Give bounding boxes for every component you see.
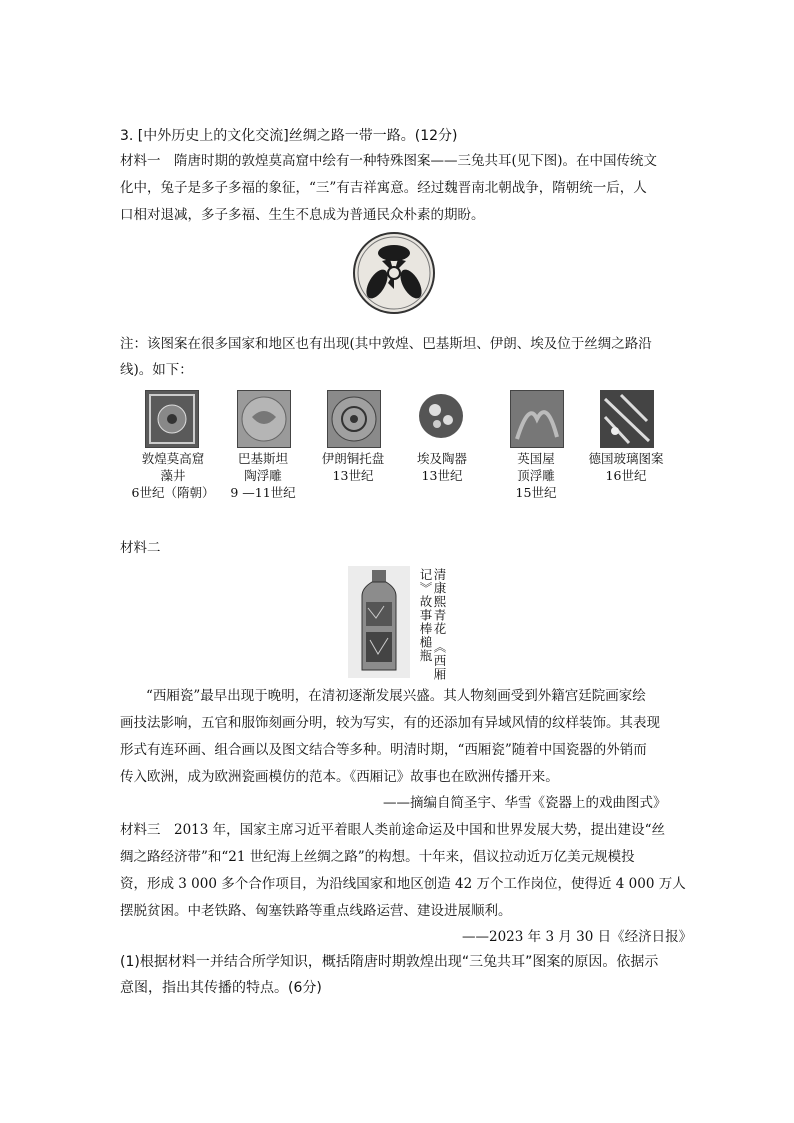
vase-caption-line-2: 《西厢记》故事棒槌瓶 xyxy=(418,568,447,681)
caption-line: 13世纪 xyxy=(332,468,374,483)
caption-pakistan xyxy=(218,450,308,501)
material3-line-3: 资，形成 3 000 多个合作项目，为沿线国家和地区创造 42 万个工作岗位，使得近 4 000 万人 xyxy=(120,876,686,892)
caption-line: 15世纪 xyxy=(515,485,557,500)
vase-caption-line-1: 清康熙青花 xyxy=(432,568,447,636)
material3-line-1: 材料三 2013 年，国家主席习近平着眼人类前途命运及中国和世界发展大势，提出建设“丝 xyxy=(120,822,666,838)
england-image xyxy=(510,390,564,448)
material1-line-2: 化中，兔子是多子多福的象征，“三”有吉祥寓意。经过魏晋南北朝战争，隋朝统一后，人 xyxy=(120,180,647,196)
subquestion-line-1: (1)根据材料一并结合所学知识，概括隋唐时期敦煌出现“三兔共耳”图案的原因。依据示 xyxy=(120,954,659,970)
question-title: 3. [中外历史上的文化交流]丝绸之路一带一路。(12分) xyxy=(120,128,458,144)
caption-line: 16世纪 xyxy=(605,468,647,483)
material2-line-4: 传入欧洲，成为欧洲瓷画模仿的范本。《西厢记》故事也在欧洲传播开来。 xyxy=(120,769,559,785)
dunhuang-image xyxy=(145,390,199,448)
caption-line: 巴基斯坦 xyxy=(237,451,288,466)
egypt-image xyxy=(415,390,467,446)
material3-line-4: 摆脱贫困。中老铁路、匈塞铁路等重点线路运营、建设进展顺利。 xyxy=(120,903,512,919)
caption-line: 英国屋 xyxy=(517,451,555,466)
caption-england xyxy=(494,450,578,501)
material2-source: ——摘编自简圣宇、华雪《瓷器上的戏曲图式》 xyxy=(383,795,667,811)
material2-line-1: “西厢瓷”最早出现于晚明，在清初逐渐发展兴盛。其人物刻画受到外籍宫廷院画家绘 xyxy=(146,688,646,704)
material3-source: ——2023 年 3 月 30 日《经济日报》 xyxy=(462,929,693,945)
material2-line-3: 形式有连环画、组合画以及图文结合等多种。明清时期，“西厢瓷”随着中国瓷器的外销而 xyxy=(120,742,647,758)
caption-line: 6世纪（隋朝） xyxy=(131,485,215,500)
material3-line-2: 绸之路经济带”和“21 世纪海上丝绸之路”的构想。十年来，倡议拉动近万亿美元规模投 xyxy=(120,849,635,865)
note-line-2: 线)。如下： xyxy=(120,362,193,378)
caption-dunhuang xyxy=(118,450,228,501)
vase-caption xyxy=(418,568,446,688)
pakistan-image xyxy=(237,390,291,448)
caption-line: 德国玻璃图案 xyxy=(588,451,664,466)
caption-line: 敦煌莫高窟 xyxy=(141,451,205,466)
material2-label: 材料二 xyxy=(120,540,161,556)
caption-line: 藻井 xyxy=(160,468,186,483)
note-line-1: 注：该图案在很多国家和地区也有出现(其中敦煌、巴基斯坦、伊朗、埃及位于丝绸之路沿 xyxy=(120,336,652,352)
germany-image xyxy=(600,390,654,448)
caption-egypt xyxy=(400,450,484,484)
vase-image xyxy=(348,566,410,678)
caption-line: 顶浮雕 xyxy=(517,468,555,483)
material1-line-3: 口相对退减，多子多福、生生不息成为普通民众朴素的期盼。 xyxy=(120,207,485,223)
material1-line-1: 材料一 隋唐时期的敦煌莫高窟中绘有一种特殊图案——三兔共耳(见下图)。在中国传统文 xyxy=(120,153,658,169)
caption-line: 伊朗铜托盘 xyxy=(321,451,385,466)
three-hares-image xyxy=(352,231,436,315)
material2-line-2: 画技法影响，五官和服饰刻画分明，较为写实，有的还添加有异域风情的纹样装饰。其表现 xyxy=(120,715,660,731)
caption-line: 13世纪 xyxy=(421,468,463,483)
caption-germany xyxy=(574,450,678,484)
caption-iran xyxy=(308,450,398,484)
caption-line: 9 —11世纪 xyxy=(230,485,296,500)
caption-line: 陶浮雕 xyxy=(244,468,282,483)
iran-image xyxy=(327,390,381,448)
caption-line: 埃及陶器 xyxy=(416,451,467,466)
subquestion-line-2: 意图，指出其传播的特点。(6分) xyxy=(120,980,322,996)
